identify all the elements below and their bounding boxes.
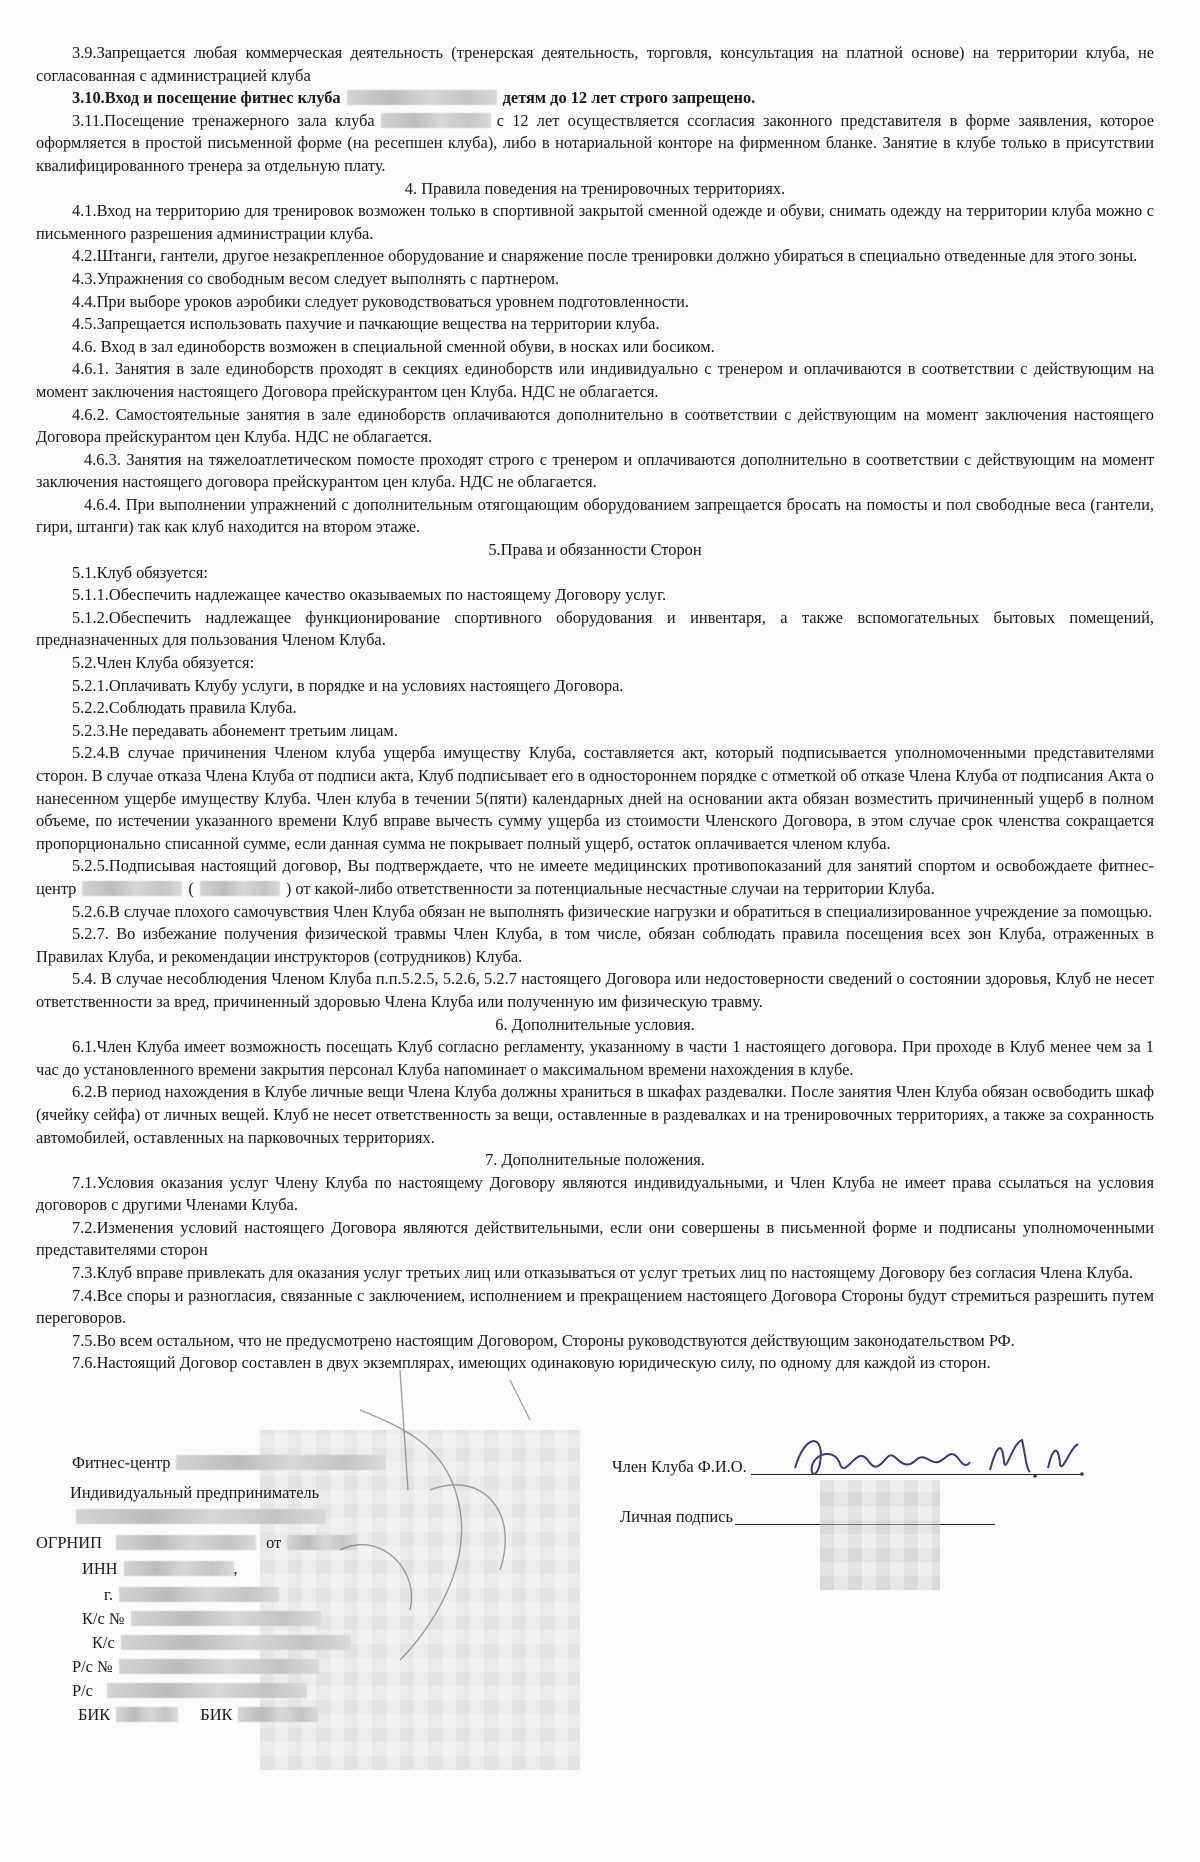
- redacted-field: [119, 1587, 279, 1602]
- clause-text: 5.4. В случае несоблюдения Членом Клуба п.п.5.2.5, 5.2.6, 5.2.7 настоящего Договора или недостоверности сведений о состоянии здоровья, Клуб не несет ответственности за вред, причиненный здоровью Члена Клуба или полученную им физическую травму.: [36, 969, 1154, 1011]
- clause-text: 5.2.Член Клуба обязуется:: [72, 653, 255, 673]
- clause-paragraph: [36, 968, 1154, 1013]
- handwritten-name-text: Яковлева И. И.: [790, 1428, 797, 1429]
- clause-paragraph: [36, 562, 1154, 585]
- clause-text: 5.2.5.Подписывая настоящий договор, Вы подтверждаете, что не имеете медицинских противопоказаний для занятий спортом и освобождаете фитнес-центр: [36, 856, 1154, 898]
- clause-text: 7.5.Во всем остальном, что не предусмотрено настоящим Договором, Стороны руководствуются действующим законодательством РФ.: [72, 1330, 1015, 1350]
- section-heading-text: 6. Дополнительные условия.: [495, 1014, 695, 1034]
- rs-label: Р/с: [72, 1681, 93, 1700]
- clause-text: 4.6.4. При выполнении упражнений с дополнительным отягощающим оборудованием запрещается бросать на помосты и пол свободные веса (гантели, гири, штанги) так как клуб находится на втором этаже.: [36, 494, 1154, 537]
- clause-paragraph: [36, 901, 1154, 924]
- section-heading-text: 5.Права и обязанности Сторон: [488, 540, 702, 560]
- clause-paragraph: [36, 1262, 1154, 1285]
- clause-text: 5.2.1.Оплачивать Клубу услуги, в порядке и на условиях настоящего Договора.: [72, 675, 624, 695]
- section-heading-text: 7. Дополнительные положения.: [485, 1150, 705, 1170]
- personal-sign-label: Личная подпись: [620, 1507, 733, 1526]
- clause-paragraph: [36, 494, 1154, 539]
- clause-paragraph: [36, 245, 1154, 268]
- clause-paragraph: [36, 720, 1154, 743]
- bik-label-2: БИК: [200, 1705, 233, 1724]
- clause-paragraph: [36, 268, 1154, 291]
- clause-text: 4.6.3. Занятия на тяжелоатлетическом помосте проходят строго с тренером и оплачиваются дополнительно в соответствии с действующим на момент заключения настоящего договора прейскурантом цен клуба. НДС не облагается.: [36, 449, 1154, 492]
- city-line: [104, 1584, 279, 1606]
- clause-text: 7.6.Настоящий Договор составлен в двух экземплярах, имеющих одинаковую юридическую силу, по одному для каждой из сторон.: [72, 1353, 991, 1373]
- redacted-field: [107, 1683, 307, 1698]
- clause-paragraph: [36, 584, 1154, 607]
- clause-paragraph: [36, 313, 1154, 336]
- clause-paragraph: [36, 42, 1154, 87]
- clause-text: 4.6.1. Занятия в зале единоборств проходят в секциях единоборств или индивидуально с тренером и оплачиваются в соответствии с действующим на момент заключения настоящего Договора прейскурантом цен Клуба. НДС не облагается.: [36, 359, 1154, 401]
- clause-text: 3.11.Посещение тренажерного зала клуба: [72, 110, 375, 130]
- clause-paragraph: [36, 1285, 1154, 1330]
- clause-text: 5.2.3.Не передавать абонемент третьим лицам.: [72, 720, 398, 740]
- clause-text: 4.5.Запрещается использовать пахучие и пачкающие вещества на территории клуба.: [72, 314, 660, 334]
- ks-no-label: К/с №: [82, 1609, 125, 1628]
- redacted-club-name: [347, 90, 497, 105]
- clause-text: 5.2.2.Соблюдать правила Клуба.: [72, 698, 297, 718]
- section-heading: [36, 178, 1154, 201]
- redacted-club-name: [82, 881, 182, 896]
- inn-suffix: ,: [233, 1559, 238, 1578]
- clause-paragraph: [36, 336, 1154, 359]
- clause-text: 5.2.6.В случае плохого самочувствия Член Клуба обязан не выполнять физические нагрузки и обратиться в специализированное учреждение за помощью.: [72, 901, 1153, 921]
- clause-paragraph: [36, 1330, 1154, 1353]
- ogrnip-label: ОГРНИП: [36, 1533, 102, 1552]
- clause-paragraph: [36, 1217, 1154, 1262]
- ip-label: Индивидуальный предприниматель: [70, 1483, 320, 1502]
- clause-text: 4.6.2. Самостоятельные занятия в зале единоборств оплачиваются дополнительно в соответствии с действующим на момент заключения настоящего Договора прейскурантом цен Клуба. НДС не облагается.: [36, 404, 1154, 447]
- ot-label: от: [266, 1533, 282, 1552]
- rs-no-label: Р/с №: [72, 1657, 113, 1676]
- clause-text: 4.4.При выборе уроков аэробики следует руководствоваться уровнем подготовленности.: [72, 291, 690, 311]
- rs-line: [72, 1680, 307, 1702]
- section-heading: [36, 1149, 1154, 1172]
- clause-text: 4.6. Вход в зал единоборств возможен в специальной сменной обуви, в носках или босиком.: [72, 336, 715, 356]
- clause-paragraph: [36, 675, 1154, 698]
- clause-text: 7.2.Изменения условий настоящего Договора являются действительными, если они совершены в письменной форме и подписаны уполномоченными представителями сторон: [36, 1217, 1154, 1260]
- clause-text: 3.9.Запрещается любая коммерческая деятельность (тренерская деятельность, торговля, консультация на платной основе) на территории клуба, не согласованная с администрацией клуба: [36, 43, 1154, 85]
- clause-text: 4.2.Штанги, гантели, другое незакрепленное оборудование и снаряжение после тренировки должно убираться в специально отведенные для этого зоны.: [72, 246, 1138, 266]
- clause-paragraph: [36, 652, 1154, 675]
- clause-paragraph: [36, 1172, 1154, 1217]
- clause-text: (: [188, 878, 194, 898]
- clause-text: детям до 12 лет строго запрещено.: [502, 88, 756, 108]
- clause-paragraph: [36, 855, 1154, 900]
- clause-text: 4.1.Вход на территорию для тренировок возможен только в спортивной закрытой сменной одежде и обуви, снимать одежду на территории клуба можно с письменного разрешения администрации клуба.: [36, 201, 1154, 243]
- bik-label: БИК: [78, 1705, 111, 1724]
- contract-body: [36, 42, 1154, 1375]
- clause-paragraph: [36, 607, 1154, 652]
- redacted-field: [124, 1561, 234, 1576]
- bik-line: [78, 1704, 318, 1726]
- handwritten-name-image: [790, 1428, 1090, 1488]
- signature-scribble-image: [280, 1370, 600, 1670]
- clause-paragraph: [36, 200, 1154, 245]
- clause-text: 7.3.Клуб вправе привлекать для оказания услуг третьих лиц или отказываться от услуг третьих лиц по настоящему Договору без согласия Члена Клуба.: [72, 1263, 1134, 1283]
- redacted-signature: [820, 1480, 940, 1590]
- clause-text: с 12 лет осуществляется ссогласия законного представителя в форме заявления, которое оформляется в простой письменной форме (на ресепшен клуба), либо в нотариальной конторе на фирменном бланке. Занятие в клубе только в присутствии квалифицированного тренера за отдельную плату.: [36, 110, 1154, 175]
- clause-paragraph: [36, 742, 1154, 855]
- clause-text: 6.1.Член Клуба имеет возможность посещать Клуб согласно регламенту, указанному в части 1 настоящего договора. При проходе в Клуб менее чем за 1 час до установленного времени закрытия персонал Клуба напоминает о максимальном времени нахождения в клубе.: [36, 1037, 1154, 1079]
- clause-paragraph: [36, 923, 1154, 968]
- redacted-field: [116, 1535, 256, 1550]
- redacted-field: [116, 1707, 178, 1722]
- clause-paragraph: [36, 1081, 1154, 1149]
- ks-label: К/с: [92, 1633, 115, 1652]
- clause-paragraph: [36, 110, 1154, 178]
- clause-paragraph: [36, 449, 1154, 494]
- city-label: г.: [104, 1585, 113, 1604]
- redacted-field: [238, 1707, 318, 1722]
- clause-text: 6.2.В период нахождения в Клубе личные вещи Члена Клуба должны храниться в шкафах раздевалки. После занятия Член Клуба обязан освободить шкаф (ячейку сейфа) от личных вещей. Клуб не несет ответственность за вещи, оставленные в раздевалках и на тренировочных территориях, а также за сохранность автомобилей, оставленных на парковочных территориях.: [36, 1082, 1154, 1147]
- clause-text: 7.4.Все споры и разногласия, связанные с заключением, исполнением и прекращением настоящего Договора Стороны будут стремиться разрешить путем переговоров.: [36, 1285, 1154, 1328]
- clause-text: 5.2.7. Во избежание получения физической травмы Член Клуба, в том числе, обязан соблюдать правила посещения всех зон Клуба, отраженных в Правилах Клуба, и рекомендации инструкторов (сотрудников) Клуба.: [36, 924, 1154, 966]
- clause-text: ) от какой-либо ответственности за потенциальные несчастные случаи на территории Клуба.: [285, 878, 935, 898]
- clause-text: 3.10.Вход и посещение фитнес клуба: [72, 88, 341, 108]
- clause-paragraph: [36, 87, 1154, 110]
- clause-text: 4.3.Упражнения со свободным весом следует выполнять с партнером.: [72, 268, 560, 288]
- clause-paragraph: [36, 358, 1154, 403]
- clause-text: 5.1.Клуб обязуется:: [72, 562, 208, 582]
- redacted-club-name: [200, 881, 280, 896]
- clause-text: 5.1.2.Обеспечить надлежащее функционирование спортивного оборудования и инвентаря, а также вспомогательных бытовых помещений, предназначенных для пользования Членом Клуба.: [36, 607, 1154, 650]
- fitness-center-label: Фитнес-центр: [72, 1453, 171, 1472]
- clause-text: 5.1.1.Обеспечить надлежащее качество оказываемых по настоящему Договору услуг.: [72, 585, 667, 605]
- member-label: Член Клуба Ф.И.О.: [612, 1457, 747, 1476]
- inn-label: ИНН: [82, 1559, 118, 1578]
- clause-text: 7.1.Условия оказания услуг Члену Клуба по настоящему Договору являются индивидуальными, и Член Клуба не имеет права ссылаться на условия договоров с другими Членами Клуба.: [36, 1172, 1154, 1215]
- clause-paragraph: [36, 1036, 1154, 1081]
- section-heading: [36, 1014, 1154, 1037]
- signature-area: [0, 1428, 1200, 1862]
- clause-paragraph: [36, 291, 1154, 314]
- section-heading-text: 4. Правила поведения на тренировочных территориях.: [404, 178, 786, 198]
- inn-line: [82, 1558, 238, 1580]
- clause-paragraph: [36, 404, 1154, 449]
- clause-text: 5.2.4.В случае причинения Членом клуба ущерба имуществу Клуба, составляется акт, который подписывается уполномоченными представителями сторон. В случае отказа Члена Клуба от подписи акта, Клуб подписывает его в одностороннем порядке с отметкой об отказе Члена Клуба от подписания Акта о нанесенном ущербе имуществу Клуба. Член клуба в течении 5(пяти) календарных дней на основании акта обязан возместить причиненный ущерб в полном объеме, по истечении указанного времени Клуб вправе вычесть сумму ущерба из стоимости Членского Договора, в этом случае срок членства сокращается пропорционально списанной сумме, если данная сумма не покрывает полный ущерб, остаток оплачивается членом клуба.: [36, 743, 1154, 853]
- clause-paragraph: [36, 697, 1154, 720]
- redacted-club-name: [381, 113, 491, 128]
- section-heading: [36, 539, 1154, 562]
